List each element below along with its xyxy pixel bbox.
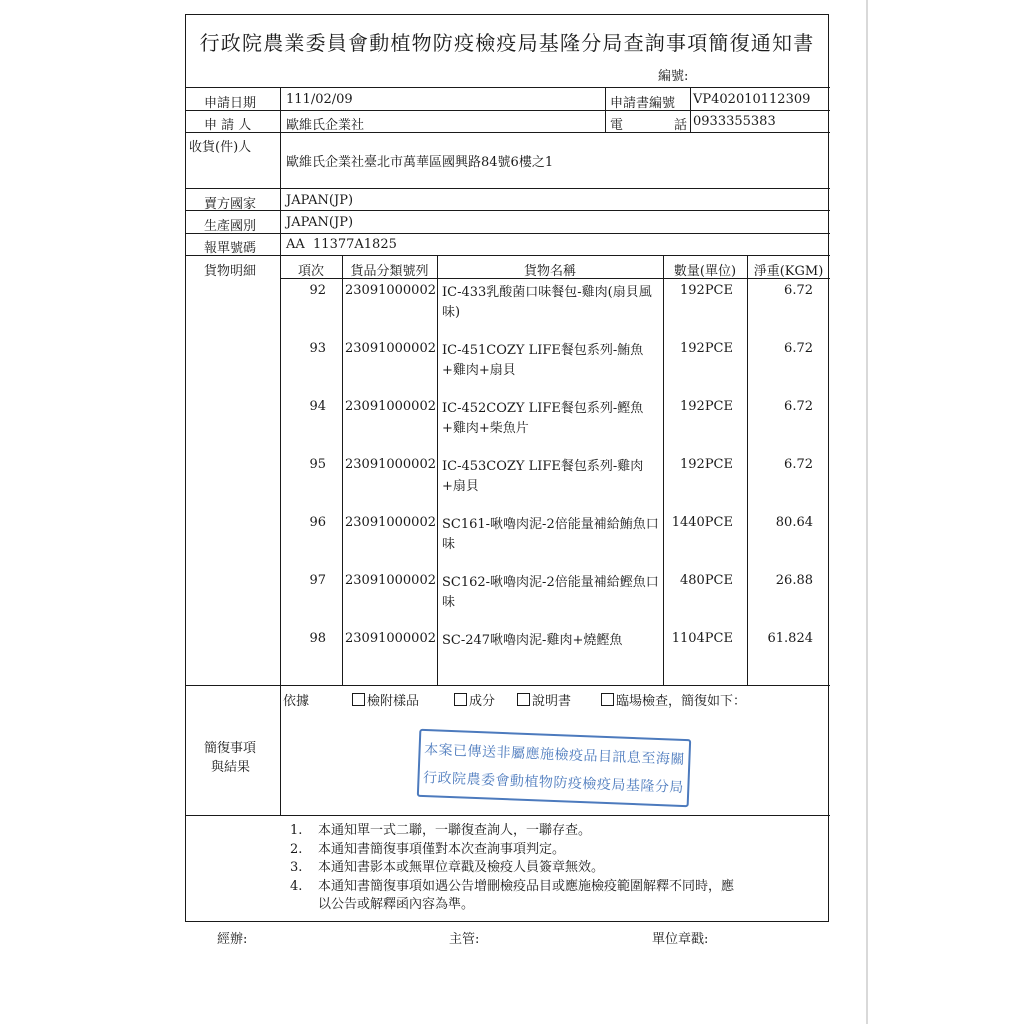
row-quantity: 192PCE xyxy=(680,457,733,472)
line xyxy=(342,255,343,685)
checkbox-sample[interactable] xyxy=(352,693,365,706)
line xyxy=(186,233,830,234)
row-net-weight: 26.88 xyxy=(775,573,813,588)
row-goods-name: IC-433乳酸菌口味餐包-雞肉(扇貝風味) xyxy=(442,285,652,320)
result-label-line1: 簡復事項 xyxy=(204,741,257,756)
line xyxy=(186,132,830,133)
supervisor-label: 主管: xyxy=(449,932,480,947)
apply-date-label: 申請日期 xyxy=(204,96,257,111)
line xyxy=(186,255,830,256)
row-goods-name: IC-453COZY LIFE餐包系列-雞肉+扇貝 xyxy=(442,459,644,494)
row-net-weight: 6.72 xyxy=(784,399,813,414)
row-item-number: 92 xyxy=(309,283,326,298)
page-edge xyxy=(866,0,868,1024)
row-commodity-code: 23091000002 xyxy=(345,573,436,588)
line xyxy=(690,87,691,132)
row-goods-name: SC-247啾嚕肉泥-雞肉+燒鰹魚 xyxy=(442,633,623,648)
row-item-number: 93 xyxy=(309,341,326,356)
origin-country-value: JAPAN(JP) xyxy=(286,215,354,230)
row-item-number: 98 xyxy=(309,631,326,646)
line xyxy=(186,815,830,816)
checkbox-ingredients[interactable] xyxy=(454,693,467,706)
stamp-line-2: 行政院農委會動植物防疫檢疫局基隆分局 xyxy=(422,769,685,796)
apply-date-value: 111/02/09 xyxy=(286,92,353,107)
seller-country-value: JAPAN(JP) xyxy=(286,193,354,208)
note-text: 本通知書簡復事項僅對本次查詢事項判定。 xyxy=(318,841,566,857)
line xyxy=(186,210,830,211)
note-number: 1. xyxy=(290,823,303,838)
col-header-weight: 淨重(KGM) xyxy=(753,264,824,279)
option-ingredients-label: 成分 xyxy=(469,694,496,709)
result-label-line2: 與結果 xyxy=(211,760,251,775)
declaration-number-value: AA 11377A1825 xyxy=(286,237,397,252)
phone-label-b: 話 xyxy=(674,118,688,133)
row-net-weight: 80.64 xyxy=(775,515,813,530)
form-number-value: VP402010112309 xyxy=(693,92,811,107)
option-onsite-label: 臨場檢查，簡復如下： xyxy=(616,694,747,709)
line xyxy=(437,255,438,685)
line xyxy=(186,110,830,111)
col-header-quantity: 數量(單位) xyxy=(673,264,737,279)
option-manual-label: 說明書 xyxy=(532,694,572,709)
row-quantity: 192PCE xyxy=(680,399,733,414)
consignee-label: 收貨(件)人 xyxy=(189,140,252,155)
row-net-weight: 6.72 xyxy=(784,341,813,356)
declaration-number-label: 報單號碼 xyxy=(204,241,257,256)
line xyxy=(280,87,281,815)
applicant-value: 歐維氏企業社 xyxy=(286,118,365,133)
line xyxy=(186,188,830,189)
col-header-item: 項次 xyxy=(297,264,324,279)
row-commodity-code: 23091000002 xyxy=(345,399,436,414)
row-item-number: 96 xyxy=(309,515,326,530)
handler-label: 經辦: xyxy=(217,932,248,947)
form-title: 行政院農業委員會動植物防疫檢疫局基隆分局查詢事項簡復通知書 xyxy=(199,31,815,55)
note-text: 本通知書簡復事項如遇公告增刪檢疫品目或應施檢疫範圍解釋不同時，應 xyxy=(318,878,735,894)
row-net-weight: 6.72 xyxy=(784,457,813,472)
line xyxy=(186,87,830,88)
row-item-number: 95 xyxy=(309,457,326,472)
col-header-code: 貨品分類號列 xyxy=(350,264,429,279)
goods-detail-label: 貨物明細 xyxy=(204,264,257,279)
seal-label: 單位章戳: xyxy=(652,932,709,947)
row-net-weight: 61.824 xyxy=(767,631,813,646)
row-quantity: 192PCE xyxy=(680,283,733,298)
line xyxy=(186,685,830,686)
phone-label-a: 電 xyxy=(610,118,624,133)
serial-number-label: 編號: xyxy=(658,69,689,84)
option-onsite[interactable] xyxy=(601,690,746,709)
row-goods-name: IC-452COZY LIFE餐包系列-鰹魚+雞肉+柴魚片 xyxy=(442,401,644,436)
consignee-value: 歐維氏企業社臺北市萬華區國興路84號6樓之1 xyxy=(286,155,554,170)
option-sample[interactable] xyxy=(352,690,419,709)
customs-stamp xyxy=(417,729,691,807)
row-commodity-code: 23091000002 xyxy=(345,457,436,472)
row-item-number: 97 xyxy=(309,573,326,588)
option-ingredients[interactable] xyxy=(454,690,495,709)
checkbox-onsite[interactable] xyxy=(601,693,614,706)
row-commodity-code: 23091000002 xyxy=(345,283,436,298)
note-text: 本通知書影本或無單位章戳及檢疫人員簽章無效。 xyxy=(318,860,605,875)
row-item-number: 94 xyxy=(309,399,326,414)
phone-value: 0933355383 xyxy=(693,114,776,129)
row-commodity-code: 23091000002 xyxy=(345,341,436,356)
note-text: 以公告或解釋函內容為準。 xyxy=(318,897,475,912)
note-text: 本通知單一式二聯，一聯復查詢人，一聯存查。 xyxy=(318,823,592,838)
row-net-weight: 6.72 xyxy=(784,283,813,298)
origin-country-label: 生產國別 xyxy=(204,219,257,234)
row-quantity: 1440PCE xyxy=(671,515,733,530)
seller-country-label: 賣方國家 xyxy=(204,197,257,212)
note-number: 3. xyxy=(290,860,303,875)
stamp-line-1: 本案已傳送非屬應施檢疫品目訊息至海關 xyxy=(423,742,686,769)
basis-label: 依據 xyxy=(283,694,310,709)
form-number-label: 申請書編號 xyxy=(610,96,676,111)
checkbox-manual[interactable] xyxy=(517,693,530,706)
row-goods-name: SC161-啾嚕肉泥-2倍能量補給鮪魚口味 xyxy=(442,517,659,552)
row-commodity-code: 23091000002 xyxy=(345,631,436,646)
option-manual[interactable] xyxy=(517,690,571,709)
row-quantity: 480PCE xyxy=(680,573,733,588)
option-sample-label: 檢附樣品 xyxy=(367,694,420,709)
note-number: 4. xyxy=(290,878,303,894)
row-commodity-code: 23091000002 xyxy=(345,515,436,530)
applicant-label: 申 請 人 xyxy=(204,118,252,133)
row-quantity: 1104PCE xyxy=(671,631,733,646)
line xyxy=(605,87,606,132)
row-goods-name: SC162-啾嚕肉泥-2倍能量補給鰹魚口味 xyxy=(442,575,659,610)
col-header-name: 貨物名稱 xyxy=(523,264,576,279)
note-number: 2. xyxy=(290,841,303,857)
row-quantity: 192PCE xyxy=(680,341,733,356)
row-goods-name: IC-451COZY LIFE餐包系列-鮪魚+雞肉+扇貝 xyxy=(442,343,644,378)
